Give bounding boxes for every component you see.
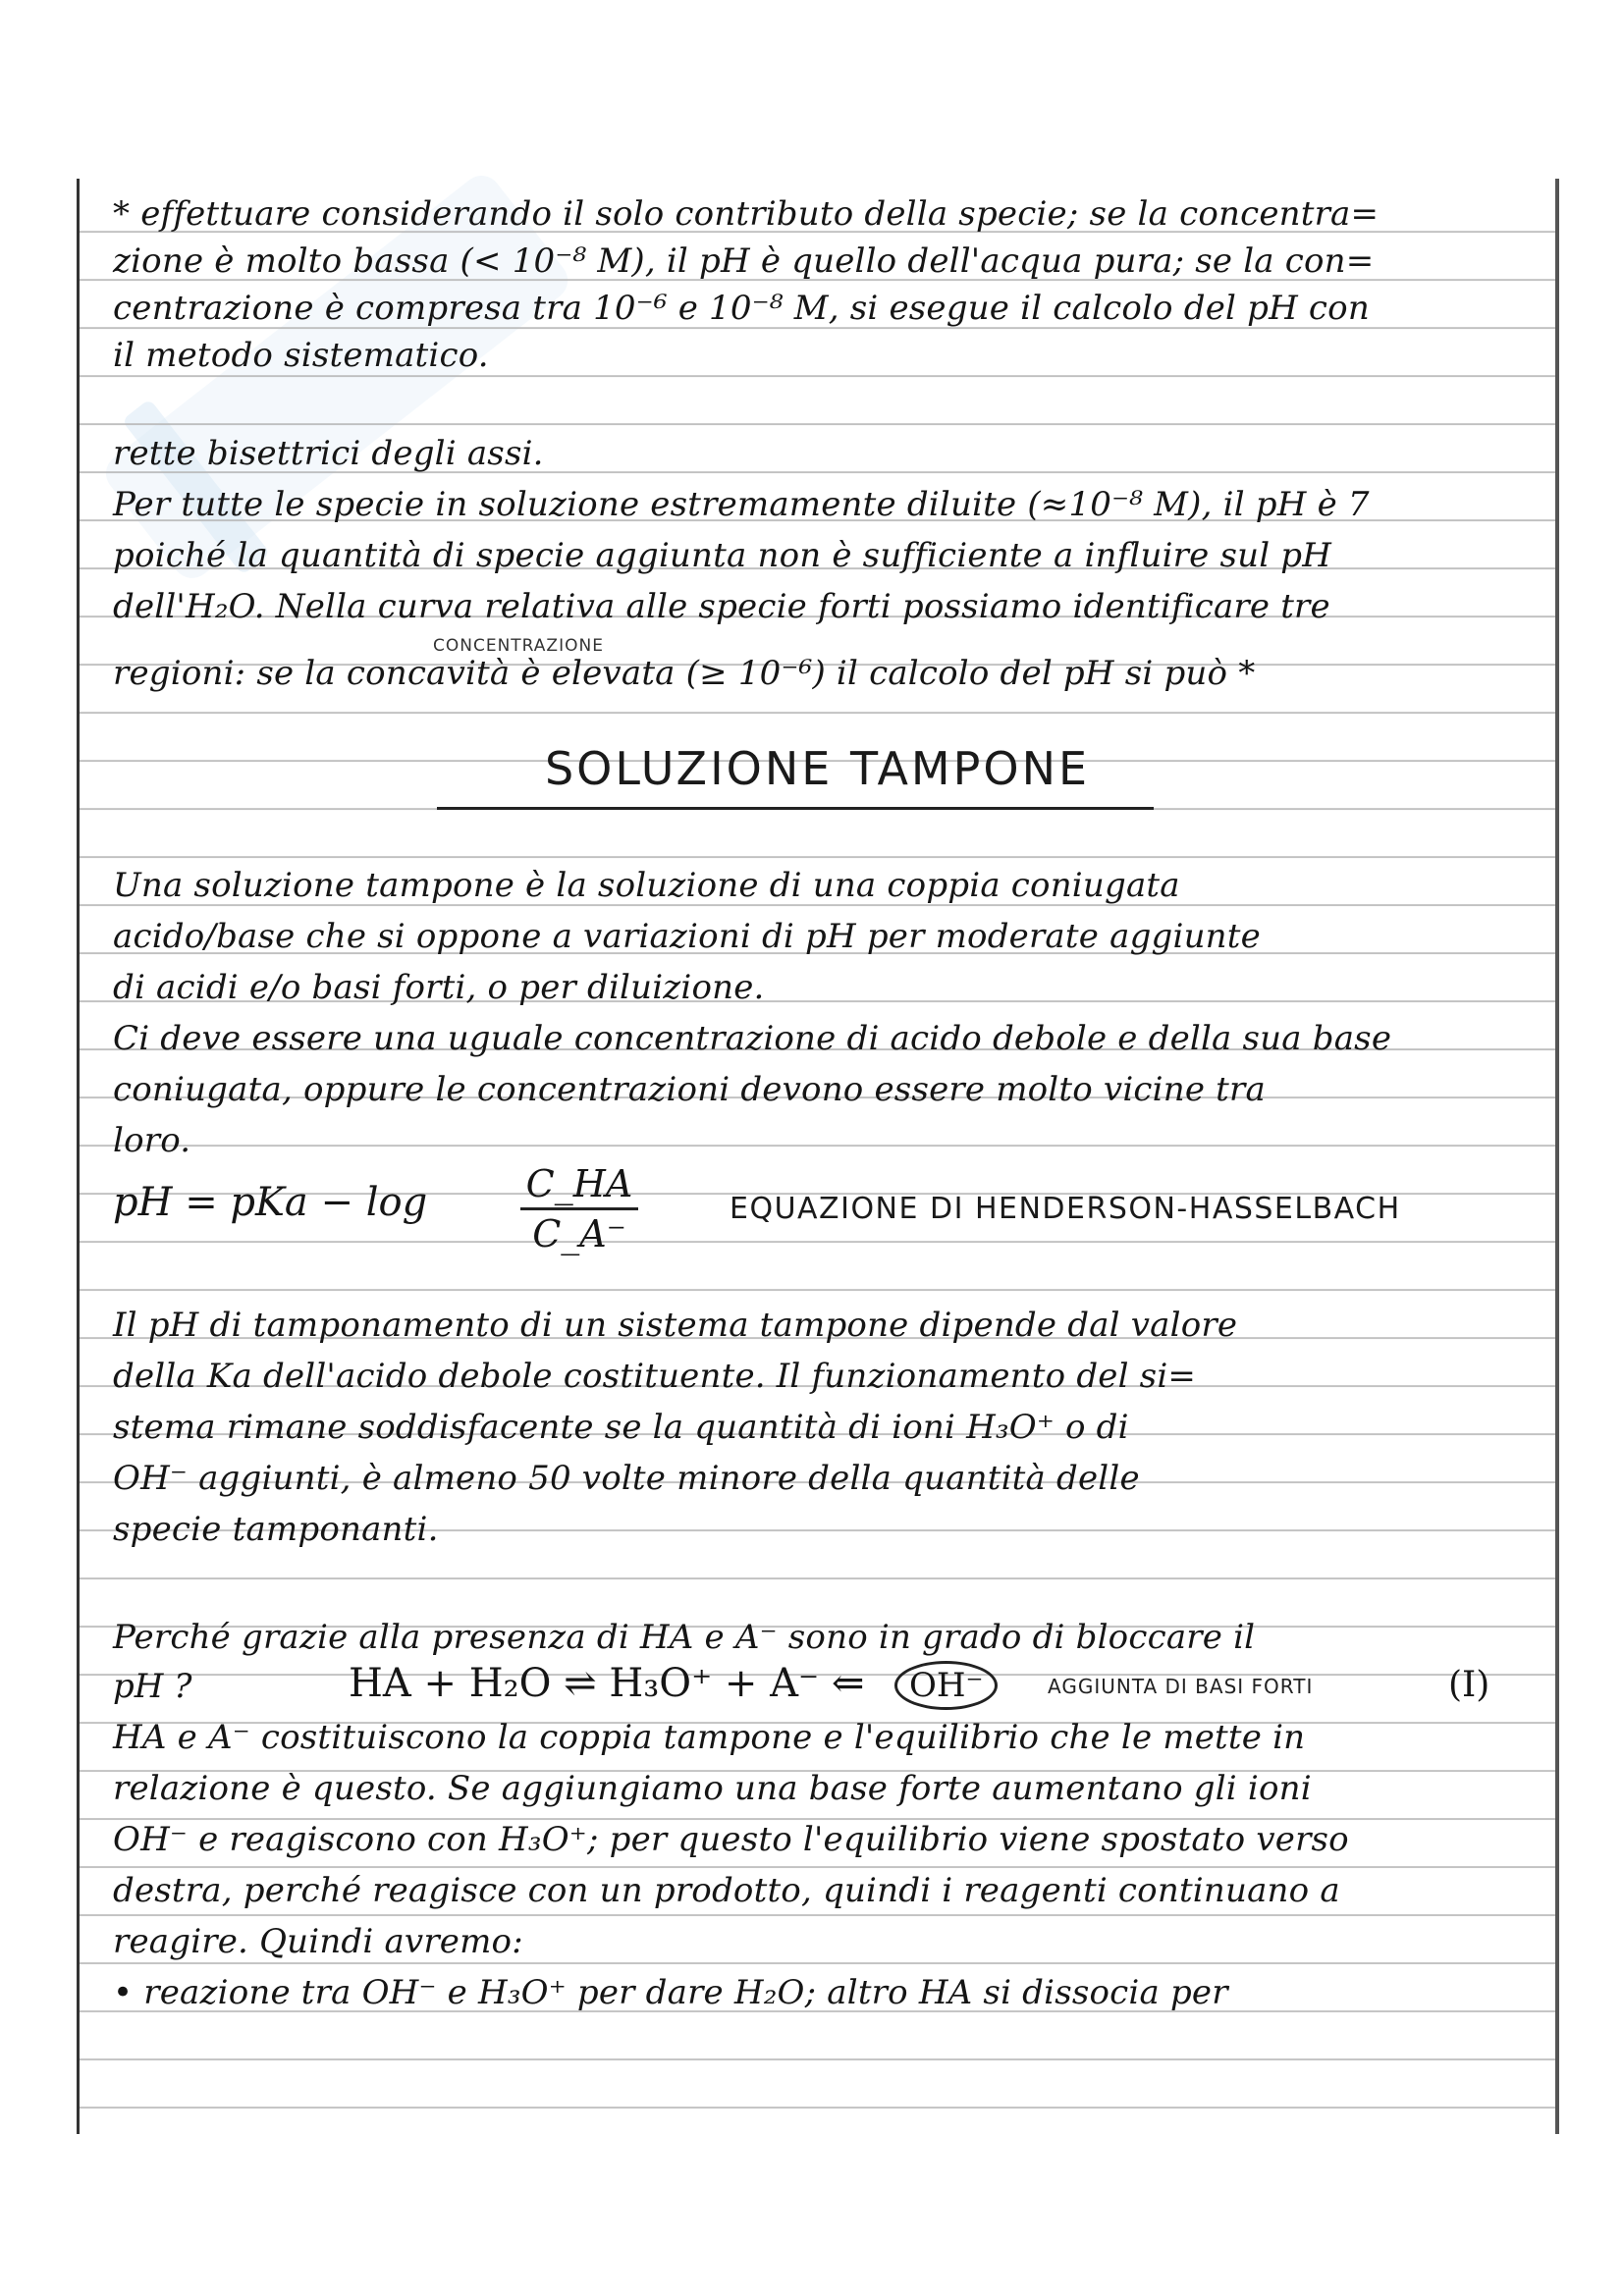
text-line: OH⁻ aggiunti, è almeno 50 volte minore della quantità delle: [113, 1459, 1140, 1498]
text-line: zione è molto bassa (< 10⁻⁸ M), il pH è quello dell'acqua pura; se la con=: [113, 241, 1375, 281]
notebook-page: [77, 179, 1559, 2134]
text-line: stema rimane soddisfacente se la quantità di ioni H₃O⁺ o di: [113, 1408, 1129, 1447]
text-line: specie tamponanti.: [113, 1510, 439, 1549]
text-line: loro.: [113, 1121, 191, 1160]
circled-hydroxide: OH⁻: [894, 1661, 998, 1710]
text-line: Il pH di tamponamento di un sistema tampone dipende dal valore: [113, 1306, 1238, 1345]
text-line: relazione è questo. Se aggiungiamo una base forte aumentano gli ioni: [113, 1769, 1312, 1808]
text-line: della Ka dell'acido debole costituente. Il funzionamento del si=: [113, 1357, 1197, 1396]
reaction-prefix: pH ?: [113, 1667, 192, 1706]
text-line: Per tutte le specie in soluzione estremamente diluite (≈10⁻⁸ M), il pH è 7: [113, 485, 1370, 524]
text-line: acido/base che si oppone a variazioni di pH per moderate aggiunte: [113, 917, 1261, 956]
text-line: dell'H₂O. Nella curva relativa alle specie forti possiamo identificare tre: [113, 587, 1330, 626]
reaction-equation: HA + H₂O ⇌ H₃O⁺ + A⁻ ⇐: [349, 1661, 865, 1706]
reaction-note: AGGIUNTA DI BASI FORTI: [1048, 1675, 1314, 1698]
text-line: • reazione tra OH⁻ e H₃O⁺ per dare H₂O; altro HA si dissocia per: [113, 1973, 1228, 2012]
text-line: poiché la quantità di specie aggiunta non è sufficiente a influire sul pH: [113, 536, 1332, 575]
formula-fraction: [520, 1162, 638, 1255]
text-line: * effettuare considerando il solo contributo della specie; se la concentra=: [113, 194, 1380, 234]
text-line: HA e A⁻ costituiscono la coppia tampone e l'equilibrio che le mette in: [113, 1718, 1306, 1757]
formula-numerator: C_HA: [520, 1162, 638, 1210]
formula-lhs: pH = pKa − log: [113, 1180, 428, 1225]
text-line: Una soluzione tampone è la soluzione di una coppia coniugata: [113, 866, 1180, 905]
text-line: il metodo sistematico.: [113, 336, 489, 375]
section-title: SOLUZIONE TAMPONE: [544, 742, 1091, 795]
text-line: di acidi e/o basi forti, o per diluizione.: [113, 968, 765, 1007]
concentrazione-note: CONCENTRAZIONE: [433, 636, 604, 656]
text-line: Perché grazie alla presenza di HA e A⁻ sono in grado di bloccare il: [113, 1618, 1256, 1657]
text-line: reagire. Quindi avremo:: [113, 1922, 523, 1961]
text-line: coniugata, oppure le concentrazioni devono essere molto vicine tra: [113, 1070, 1266, 1109]
henderson-hasselbalch-formula: [113, 1162, 1536, 1280]
buffer-reaction: [113, 1657, 1536, 1716]
title-underline: [437, 807, 1154, 810]
text-line: destra, perché reagisce con un prodotto, quindi i reagenti continuano a: [113, 1871, 1340, 1910]
reaction-number: (I): [1448, 1665, 1490, 1705]
text-line: centrazione è compresa tra 10⁻⁶ e 10⁻⁸ M, si esegue il calcolo del pH con: [113, 289, 1370, 328]
text-line: rette bisettrici degli assi.: [113, 434, 544, 473]
formula-denominator: C_A⁻: [532, 1212, 626, 1255]
text-line: Ci deve essere una uguale concentrazione di acido debole e della sua base: [113, 1019, 1392, 1058]
text-line: OH⁻ e reagiscono con H₃O⁺; per questo l'equilibrio viene spostato verso: [113, 1820, 1349, 1859]
equation-name: EQUAZIONE DI HENDERSON-HASSELBACH: [730, 1192, 1401, 1226]
text-line: regioni: se la concavità è elevata (≥ 10⁻⁶) il calcolo del pH si può *: [113, 654, 1256, 693]
